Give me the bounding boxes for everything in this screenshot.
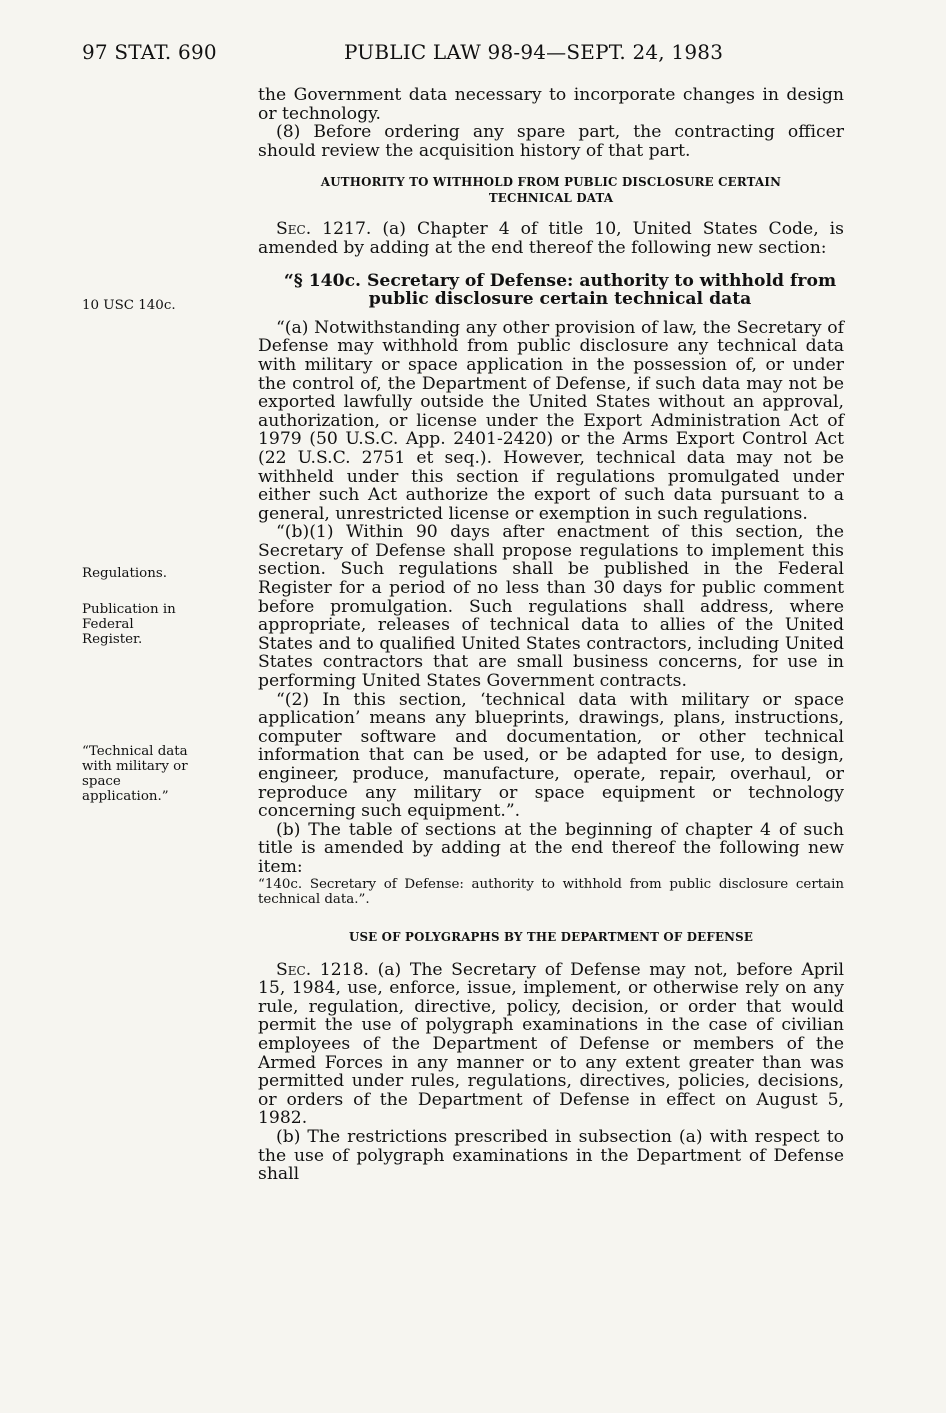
section-1218-paragraph: [258, 961, 844, 1128]
paragraph-1218-b: (b) The restrictions prescribed in subsection (a) with respect to the use of polygraph examinations in the Department of Defense shall: [258, 1126, 844, 1185]
margin-note-definition: “Technical data with military or space application.”: [82, 744, 188, 804]
section-1217-paragraph: [258, 220, 844, 257]
paragraph-140c-a: “(a) Notwithstanding any other provision of law, the Secretary of Defense may withhold from public disclosure any technical data with military or space application in the possession of, or under the control of, the Department of Defense, if such data may not be exported lawfully outside the United States without an approval, authorization, or license under the Export Administration Act of 1979 (50 U.S.C. App. 2401-2420) or the Arms Export Control Act (22 U.S.C. 2751 et seq.). However, technical data may not be withheld under this section if regulations promulgated under either such Act authorize the export of such data pursuant to a general, unrestricted license or exemption in such regulations.: [258, 317, 844, 524]
paragraph-140c-b2: “(2) In this section, ‘technical data with military or space application’ means any blueprints, drawings, plans, instructions, computer software and documentation, or other technical information that can be used, or be adapted for use, to design, engineer, produce, manufacture, operate, repair, overhaul, or reproduce any military or space equipment or technology concerning such equipment.”.: [258, 689, 844, 822]
paragraph-design-continuation: the Government data necessary to incorporate changes in design or technology.: [258, 85, 844, 124]
table-of-sections-item: “140c. Secretary of Defense: authority to withhold from public disclosure certain technical data.”.: [258, 876, 844, 907]
section-140c-title: “§ 140c. Secretary of Defense: authority to withhold from public disclosure certain technical data: [283, 270, 837, 310]
margin-note-publication: Publication in Federal Register.: [82, 602, 176, 647]
paragraph-8: (8) Before ordering any spare part, the contracting officer should review the acquisition history of that part.: [258, 122, 844, 161]
law-title: PUBLIC LAW 98-94—SEPT. 24, 1983: [344, 40, 724, 64]
section-1217-text: 1217. (a) Chapter 4 of title 10, United States Code, is amended by adding at the end thereof the following new section:: [258, 219, 844, 258]
section-1218-text: 1218. (a) The Secretary of Defense may not, before April 15, 1984, use, enforce, issue, implement, or otherwise rely on any rule, regulation, directive, policy, decision, or order that would permit the use of polygraph examinations in the case of civilian employees of the Department of Defense or members of the Armed Forces in any manner or to any extent greater than was permitted under rules, regulations, directives, policies, decisions, or orders of the Department of Defense in effect on August 5, 1982.: [258, 959, 844, 1129]
statute-page-reference: 97 STAT. 690: [82, 40, 217, 64]
section-heading-1217: AUTHORITY TO WITHHOLD FROM PUBLIC DISCLOSURE CERTAIN TECHNICAL DATA: [320, 175, 782, 206]
margin-note-usc: 10 USC 140c.: [82, 298, 176, 313]
document-body: [258, 86, 844, 1184]
paragraph-140c-b1: “(b)(1) Within 90 days after enactment of this section, the Secretary of Defense shall propose regulations to implement this section. Such regulations shall be published in the Federal Register for a period of no less than 30 days for public comment before promulgation. Such regulations shall address, where appropriate, releases of technical data to allies of the United States and to qualified United States contractors, including United States contractors that are small business concerns, for use in performing United States Government contracts.: [258, 522, 844, 692]
section-label: Sec.: [276, 219, 312, 240]
section-label: Sec.: [276, 959, 312, 980]
section-heading-1218: USE OF POLYGRAPHS BY THE DEPARTMENT OF DEFENSE: [348, 929, 754, 944]
paragraph-1217-b: (b) The table of sections at the beginning of chapter 4 of such title is amended by adding at the end thereof the following new item:: [258, 819, 844, 877]
margin-note-regulations: Regulations.: [82, 566, 167, 581]
